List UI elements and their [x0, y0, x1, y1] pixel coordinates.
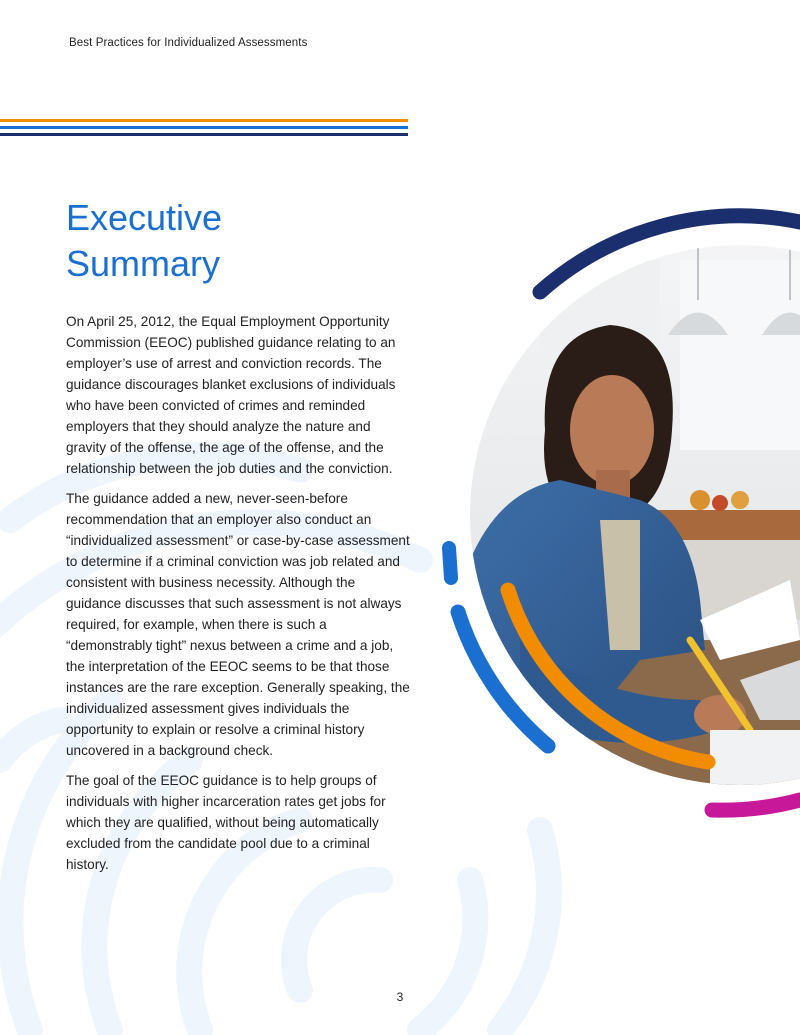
blue-dash	[449, 548, 451, 578]
magenta-arc	[712, 800, 800, 810]
title-line-2: Summary	[66, 243, 221, 284]
running-header: Best Practices for Individualized Assessments	[69, 37, 308, 49]
paragraph-1: On April 25, 2012, the Equal Employment Opportunity Commission (EEOC) published guidance relating to an employer’s use of arrest and conviction records. The guidance discourages blanket exclusions of individuals who have been convicted of crimes and reminded employers that they should analyze the nature and gravity of the offense, the age of the offense, and the relationship between the job duties and the conviction.	[66, 314, 396, 476]
paragraph-3: The goal of the EEOC guidance is to help groups of individuals with higher incarceration rates get jobs for which they are qualified, without being automatically excluded from the candidate pool due to a criminal history.	[66, 773, 386, 872]
paragraph-2: The guidance added a new, never-seen-before recommendation that an employer also conduct an “individualized assessment” or case-by-case assessment to determine if a criminal conviction was job related and consistent with business necessity. Although the guidance discusses that such assessment is not always required, for example, when there is such a “demonstrably tight” nexus between a crime and a job, the interpretation of the EEOC seems to be that those instances are the rare exception. Generally speaking, the individualized assessment gives individuals the opportunity to explain or resolve a criminal history uncovered in a background check.	[66, 491, 410, 758]
title-line-1: Executive	[66, 197, 223, 238]
page-number: 3	[396, 990, 404, 1004]
